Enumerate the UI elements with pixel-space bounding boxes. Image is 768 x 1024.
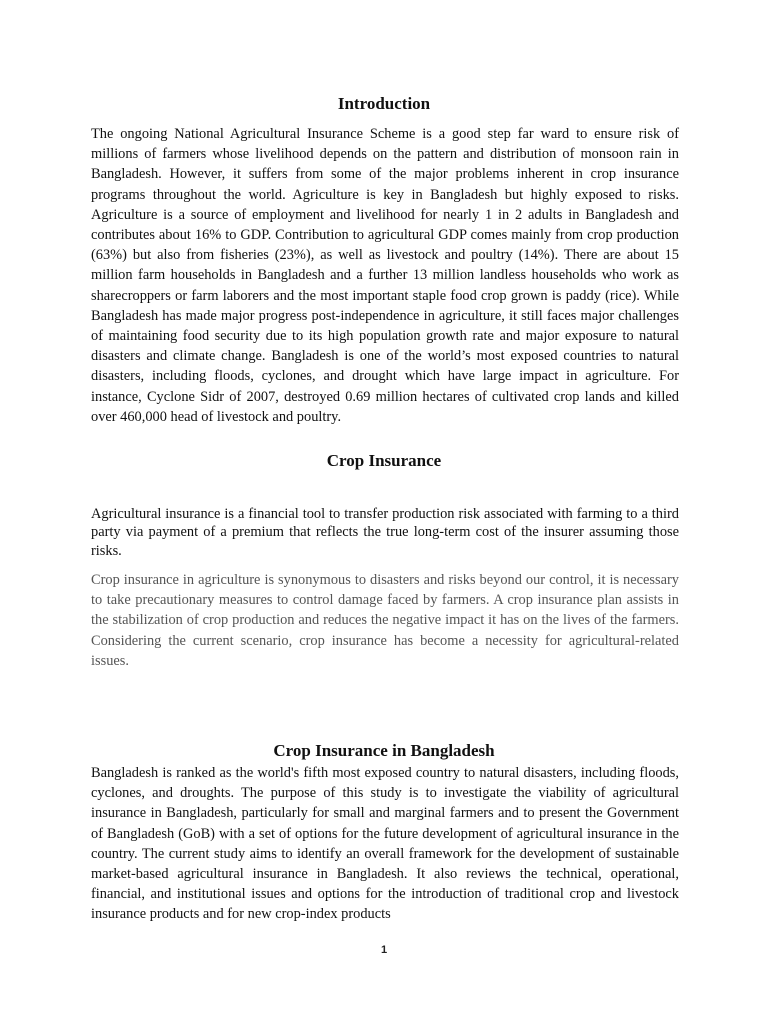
- crop-insurance-bangladesh-paragraph: Bangladesh is ranked as the world's fifth most exposed country to natural disasters, including floods, cyclones, and droughts. The purpose of this study is to investigate the viability of agricultural insurance in Bangladesh, particularly for small and marginal farmers and to present the Government of Bangladesh (GoB) with a set of options for the future development of agricultural insurance in the country. The current study aims to identify an overall framework for the development of sustainable market-based agricultural insurance in Bangladesh. It also reviews the technical, operational, financial, and institutional issues and options for the introduction of traditional crop and livestock insurance products and for new crop-index products: [91, 765, 679, 923]
- crop-insurance-paragraph-2: Crop insurance in agriculture is synonymous to disasters and risks beyond our control, it is necessary to take precautionary measures to control damage faced by farmers. A crop insurance plan assists in the stabilization of crop production and reduces the negative impact it has on the lives of the farmers. Considering the current scenario, crop insurance has become a necessity for agricultural-related issues.: [91, 572, 679, 669]
- introduction-heading: Introduction: [337, 94, 431, 113]
- crop-insurance-heading: Crop Insurance: [326, 451, 442, 470]
- crop-insurance-paragraph-1: Agricultural insurance is a financial tool to transfer production risk associated with farming to a third party via payment of a premium that reflects the true long-term cost of the insurer assuming those risks.: [91, 506, 679, 559]
- introduction-paragraph: The ongoing National Agricultural Insurance Scheme is a good step far ward to ensure risk of millions of farmers whose livelihood depends on the pattern and distribution of monsoon rain in Bangladesh. However, it suffers from some of the major problems inherent in crop insurance programs throughout the world. Agriculture is key in Bangladesh but highly exposed to risks. Agriculture is a source of employment and livelihood for nearly 1 in 2 adults in Bangladesh and contributes about 16% to GDP. Contribution to agricultural GDP comes mainly from crop production (63%) but also from fisheries (23%), as well as livestock and poultry (14%). There are about 15 million farm households in Bangladesh and a further 13 million landless households who work as sharecroppers or farm laborers and the most important staple food crop grown is paddy (rice). While Bangladesh has made major progress post-independence in agriculture, it still faces major challenges of maintaining food security due to its high population growth rate and major exposure to natural disasters and climate change. Bangladesh is one of the world’s most exposed countries to natural disasters, including floods, cyclones, and drought which have large impact in agriculture. For instance, Cyclone Sidr of 2007, destroyed 0.69 million hectares of cultivated crop lands and killed over 460,000 head of livestock and poultry.: [91, 126, 679, 425]
- crop-insurance-bangladesh-heading: Crop Insurance in Bangladesh: [273, 741, 495, 760]
- page-number: 1: [380, 944, 388, 956]
